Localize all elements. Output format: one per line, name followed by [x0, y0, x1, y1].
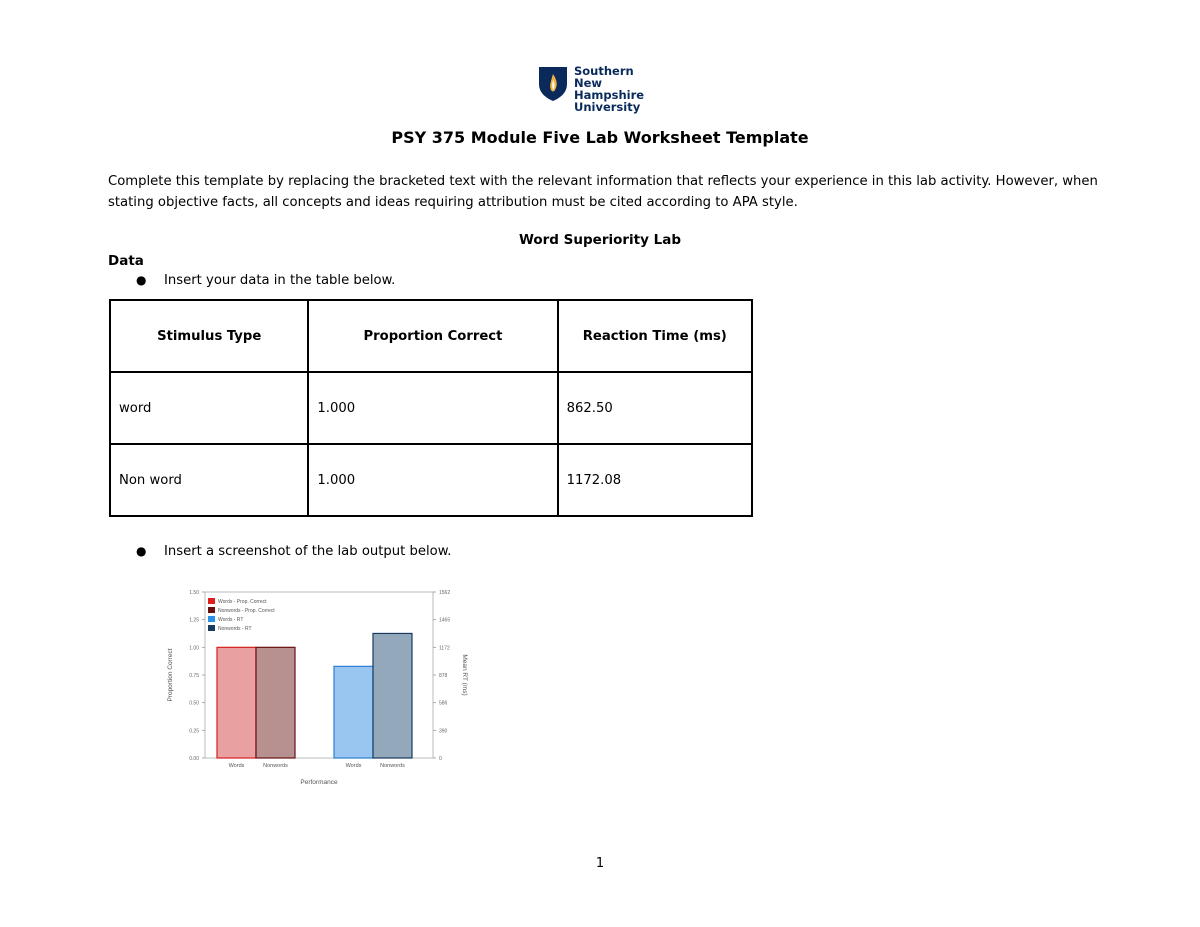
logo-line-3: University — [574, 100, 641, 114]
table-cell[interactable]: Non word — [110, 444, 308, 516]
logo-line-1: Southern — [574, 64, 634, 78]
data-heading: Data — [108, 253, 144, 269]
y-right-tick-label: 1172 — [439, 645, 450, 652]
bullet-insert-data — [136, 273, 536, 293]
x-tick-label: Nonwords — [263, 763, 288, 769]
lab-output-chart — [160, 584, 480, 794]
lab-title: Word Superiority Lab — [518, 232, 682, 248]
table-cell[interactable]: 1.000 — [308, 372, 557, 444]
legend-label: Words - Prop. Correct — [218, 599, 267, 605]
legend-label: Nonwords - RT — [218, 626, 252, 632]
legend-label: Words - RT — [218, 617, 244, 623]
x-tick-label: Words — [345, 763, 362, 769]
y-tick-label: 1.25 — [189, 617, 199, 624]
bar — [256, 647, 295, 758]
page-number: 1 — [595, 856, 605, 871]
bar — [334, 666, 373, 758]
shield-flame-icon — [538, 66, 568, 102]
y-right-axis-label: Mean RT (ms) — [461, 654, 468, 696]
y-right-tick-label: 1562 — [439, 590, 451, 596]
table-cell[interactable]: 1.000 — [308, 444, 557, 516]
bar — [373, 633, 412, 758]
y-right-tick-label: 390 — [439, 728, 448, 735]
table-cell[interactable]: 862.50 — [558, 372, 752, 444]
logo-text — [574, 65, 668, 113]
table-header-cell: Reaction Time (ms) — [558, 300, 752, 372]
y-right-tick-label: 1465 — [439, 617, 451, 624]
table-cell[interactable]: word — [110, 372, 308, 444]
bullet-insert-screenshot — [136, 544, 536, 564]
y-right-tick-label: 878 — [439, 673, 448, 679]
legend-swatch — [208, 616, 215, 622]
y-tick-label: 1.00 — [189, 645, 199, 652]
x-tick-label: Words — [228, 763, 245, 769]
table-header-row — [110, 300, 752, 372]
x-tick-label: Nonwords — [380, 763, 405, 769]
y-right-tick-label: 586 — [439, 700, 448, 707]
document-title: PSY 375 Module Five Lab Worksheet Template — [391, 128, 809, 147]
y-tick-label: 1.50 — [189, 590, 199, 596]
logo-line-2: New Hampshire — [574, 76, 645, 102]
bullet-text: Insert a screenshot of the lab output below. — [164, 544, 452, 559]
bullet-dot-icon: ● — [136, 273, 147, 287]
legend-label: Nonwords - Prop. Correct — [218, 608, 275, 614]
y-axis-label: Proportion Correct — [167, 648, 174, 702]
table-header-cell: Proportion Correct — [308, 300, 557, 372]
y-right-tick-label: 0 — [439, 756, 442, 762]
intro-paragraph: Complete this template by replacing the bracketed text with the relevant information that reflects your experience in this lab activity. However, when stating objective facts, all concepts and ideas requiring attribution must be cited according to APA style. — [108, 174, 1098, 210]
bullet-dot-icon: ● — [136, 544, 147, 558]
table-header-cell: Stimulus Type — [110, 300, 308, 372]
bar — [217, 647, 256, 758]
y-tick-label: 0.25 — [189, 728, 199, 735]
legend-swatch — [208, 598, 215, 604]
y-tick-label: 0.75 — [189, 673, 199, 679]
table-row — [110, 444, 752, 516]
y-tick-label: 0.00 — [189, 756, 199, 762]
bullet-text: Insert your data in the table below. — [164, 273, 396, 288]
table-cell[interactable]: 1172.08 — [558, 444, 752, 516]
legend-swatch — [208, 625, 215, 631]
data-table — [109, 299, 753, 517]
x-axis-label: Performance — [300, 779, 338, 786]
table-row — [110, 372, 752, 444]
y-tick-label: 0.50 — [189, 700, 199, 707]
university-logo — [538, 64, 668, 114]
legend-swatch — [208, 607, 215, 613]
